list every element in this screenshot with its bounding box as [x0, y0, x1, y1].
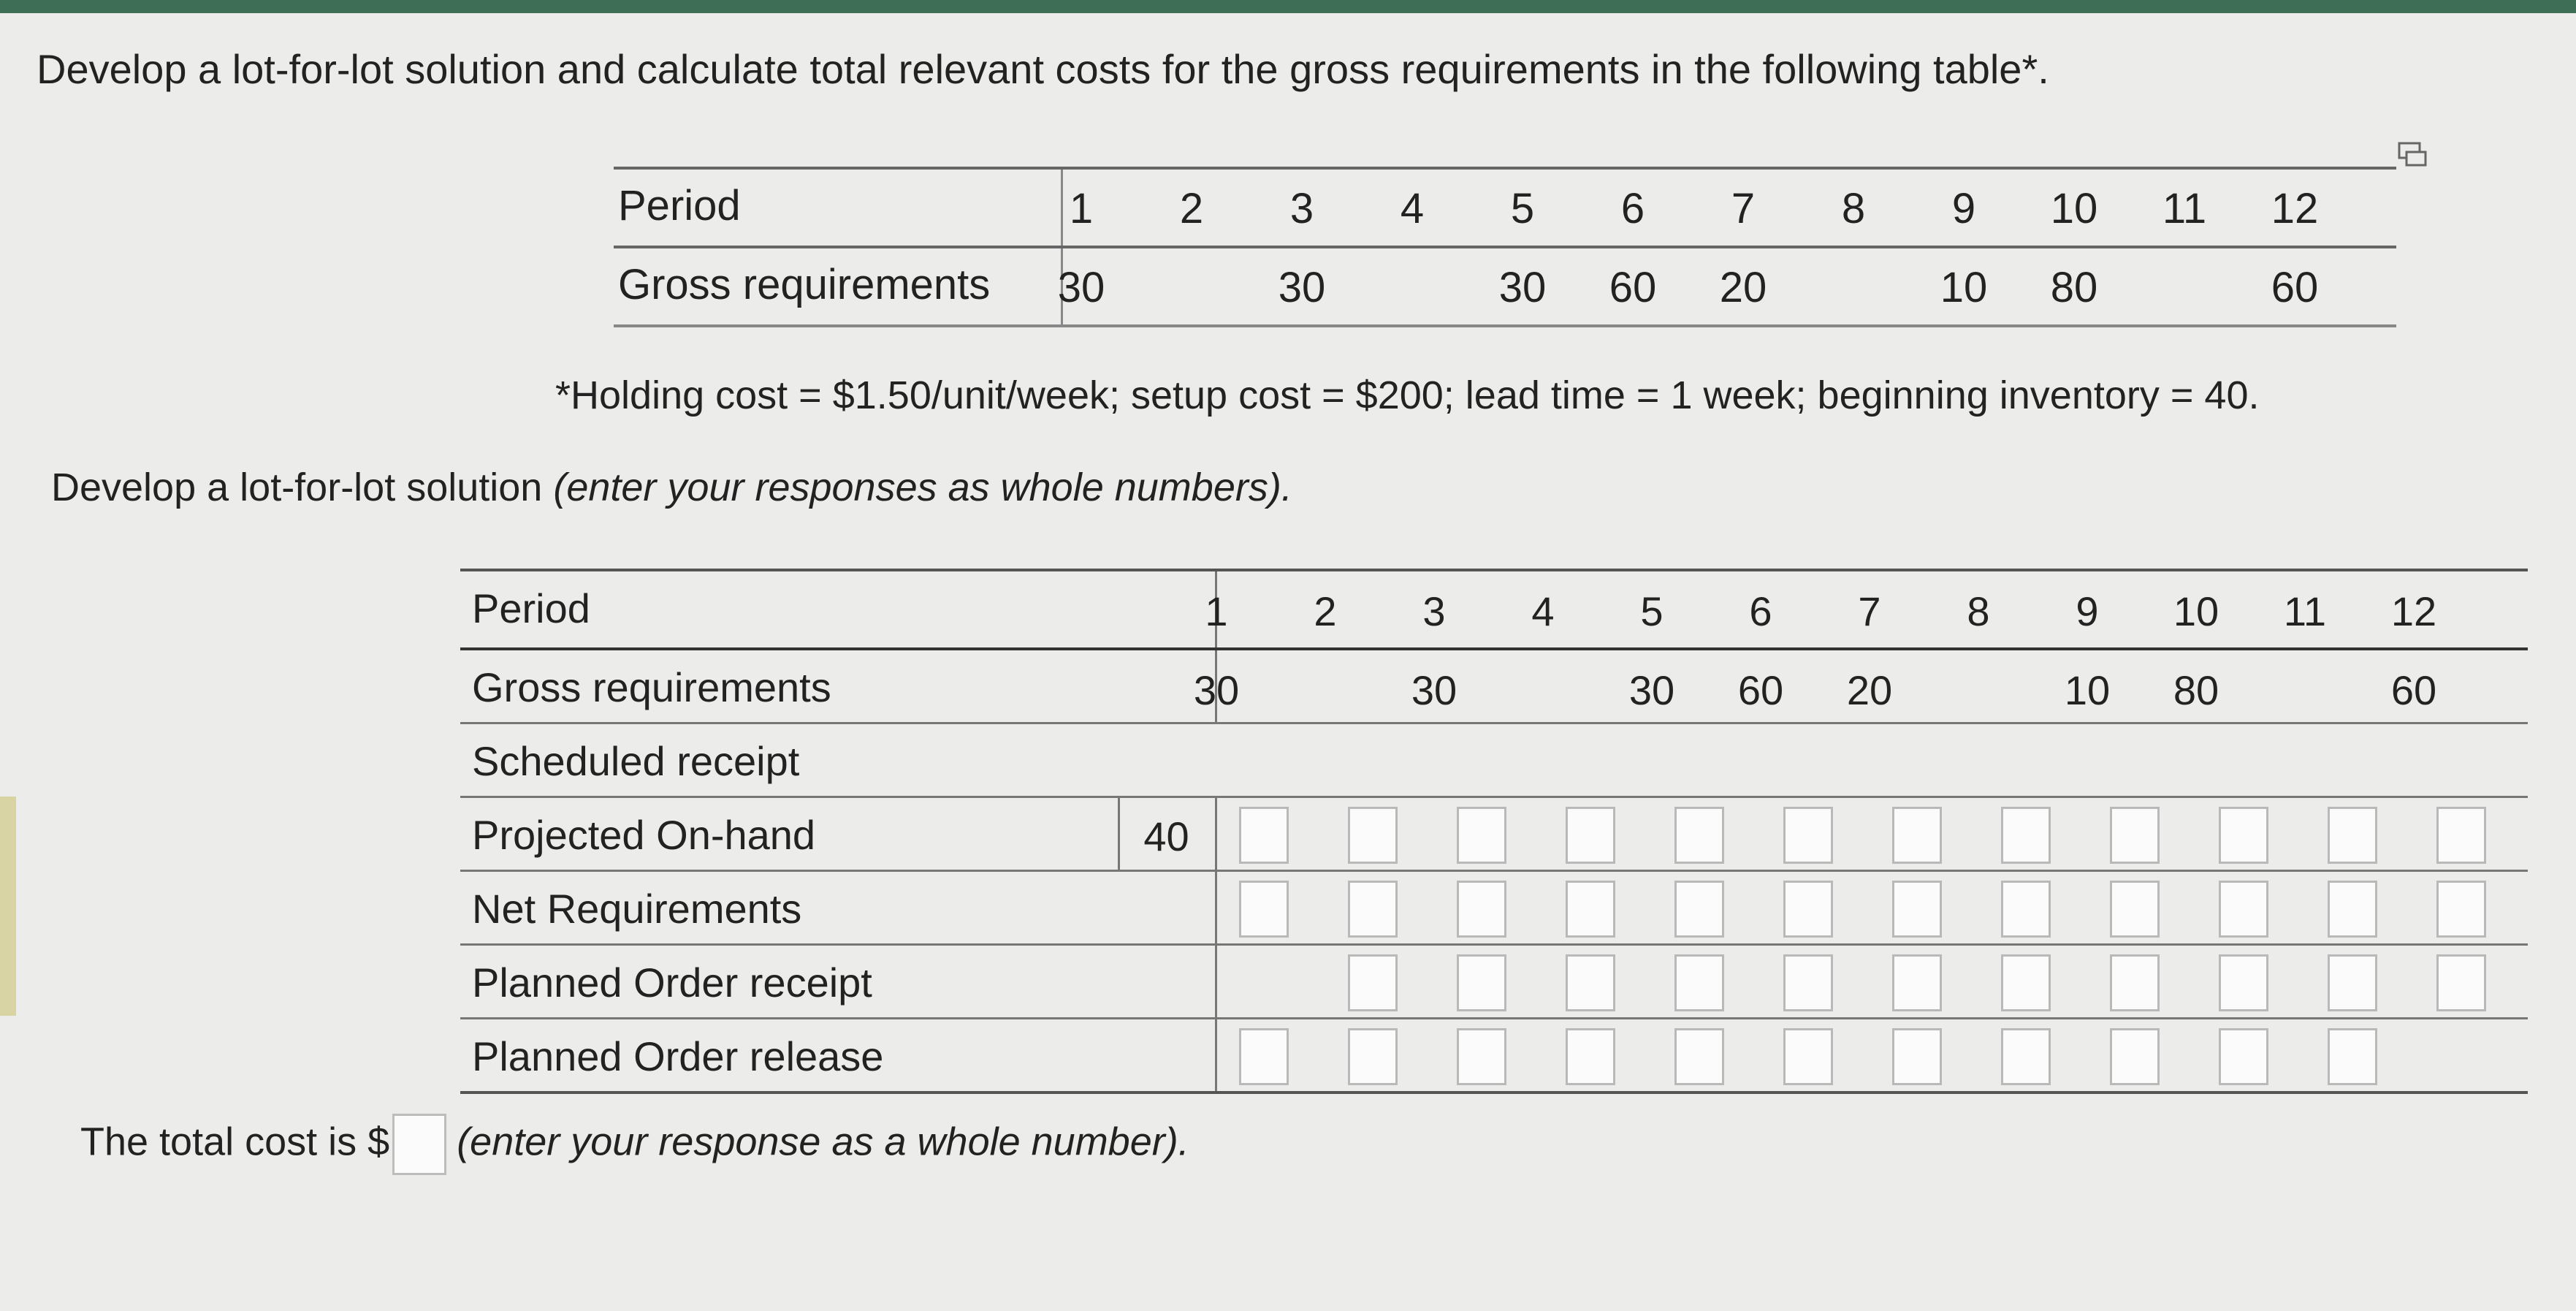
t2-net-label: Net Requirements: [472, 886, 802, 932]
planned-receipt-input-10[interactable]: [2219, 954, 2268, 1011]
period-label: Period: [618, 182, 741, 229]
t2-period-cell-6: 6: [1749, 588, 1772, 634]
t2-onhand-row: [460, 796, 2528, 870]
t2-period-cell-10: 10: [2173, 588, 2219, 634]
total-prefix: The total cost is $: [80, 1120, 390, 1164]
planned-receipt-input-11[interactable]: [2328, 954, 2377, 1011]
net-requirements-input-9[interactable]: [2110, 881, 2160, 938]
planned-receipt-input-3[interactable]: [1457, 954, 1506, 1011]
period-cell-12: 12: [2271, 185, 2319, 232]
planned-release-input-3[interactable]: [1457, 1028, 1506, 1085]
t2-receipt-row: [460, 943, 2528, 1017]
t2-period-cell-9: 9: [2076, 588, 2099, 634]
planned-receipt-input-4[interactable]: [1566, 954, 1615, 1011]
net-requirements-input-6[interactable]: [1783, 881, 1833, 938]
t2-period-cell-5: 5: [1640, 588, 1664, 634]
top-bar: [0, 0, 2576, 13]
planned-release-input-10[interactable]: [2219, 1028, 2268, 1085]
lot-for-lot-table: [460, 569, 2528, 1094]
t2-gross-cell-3: 30: [1411, 667, 1457, 713]
t2-receipt-label: Planned Order receipt: [472, 960, 872, 1006]
t2-gross-cell-1: 30: [1193, 667, 1240, 713]
period-cell-6: 6: [1620, 185, 1645, 232]
gross-cell-10: 80: [2050, 264, 2098, 311]
planned-release-input-2[interactable]: [1348, 1028, 1398, 1085]
total-cost-line: [80, 1114, 1189, 1175]
onhand-input-4[interactable]: [1566, 807, 1615, 864]
problem-intro: Develop a lot-for-lot solution and calculate total relevant costs for the gross requirements in the following table*.: [37, 46, 2049, 92]
develop-instruction: [51, 465, 1292, 510]
planned-receipt-input-8[interactable]: [2001, 954, 2051, 1011]
net-requirements-input-5[interactable]: [1674, 881, 1724, 938]
net-requirements-input-12[interactable]: [2436, 881, 2486, 938]
planned-release-input-6[interactable]: [1783, 1028, 1833, 1085]
gross-cell-12: 60: [2271, 264, 2319, 311]
planned-release-input-11[interactable]: [2328, 1028, 2377, 1085]
t2-onhand-label: Projected On-hand: [472, 812, 816, 858]
period-cell-5: 5: [1510, 185, 1535, 232]
t2-gross-row: [460, 647, 2528, 722]
t2-gross-cell-6: 60: [1737, 667, 1784, 713]
onhand-input-8[interactable]: [2001, 807, 2051, 864]
net-requirements-input-2[interactable]: [1348, 881, 1398, 938]
period-cell-7: 7: [1731, 185, 1756, 232]
planned-receipt-input-2[interactable]: [1348, 954, 1398, 1011]
t2-gross-cell-12: 60: [2390, 667, 2437, 713]
gross-cell-7: 20: [1719, 264, 1767, 311]
planned-release-input-4[interactable]: [1566, 1028, 1615, 1085]
t2-release-row: [460, 1017, 2528, 1094]
t2-period-cell-11: 11: [2283, 588, 2327, 634]
planned-receipt-input-9[interactable]: [2110, 954, 2160, 1011]
period-cell-9: 9: [1951, 185, 1976, 232]
t2-net-row: [460, 870, 2528, 943]
planned-release-input-1[interactable]: [1239, 1028, 1289, 1085]
net-requirements-input-4[interactable]: [1566, 881, 1615, 938]
net-requirements-input-11[interactable]: [2328, 881, 2377, 938]
gross-requirements-table: [614, 167, 2396, 327]
period-cell-3: 3: [1289, 185, 1314, 232]
t2-gross-cell-7: 20: [1846, 667, 1893, 713]
onhand-input-2[interactable]: [1348, 807, 1398, 864]
beginning-inventory: 40: [1143, 813, 1189, 859]
onhand-input-1[interactable]: [1239, 807, 1289, 864]
planned-receipt-input-6[interactable]: [1783, 954, 1833, 1011]
onhand-input-10[interactable]: [2219, 807, 2268, 864]
t2-period-cell-8: 8: [1967, 588, 1990, 634]
t2-period-row: [460, 569, 2528, 647]
planned-receipt-input-5[interactable]: [1674, 954, 1724, 1011]
t2-gross-label: Gross requirements: [472, 664, 831, 710]
planned-release-input-8[interactable]: [2001, 1028, 2051, 1085]
onhand-input-6[interactable]: [1783, 807, 1833, 864]
t2-period-cell-4: 4: [1531, 588, 1555, 634]
gross-row: [614, 246, 2396, 327]
gross-cell-9: 10: [1940, 264, 1988, 311]
total-cost-input[interactable]: [392, 1114, 446, 1175]
t2-period-cell-12: 12: [2390, 588, 2437, 634]
gross-label: Gross requirements: [618, 261, 991, 308]
planned-release-input-7[interactable]: [1892, 1028, 1942, 1085]
period-cell-11: 11: [2162, 185, 2207, 232]
gross-cell-6: 60: [1609, 264, 1657, 311]
net-requirements-input-3[interactable]: [1457, 881, 1506, 938]
t2-scheduled-row: [460, 722, 2528, 796]
t2-release-label: Planned Order release: [472, 1033, 884, 1079]
total-suffix: (enter your response as a whole number).: [457, 1120, 1189, 1164]
onhand-input-12[interactable]: [2436, 807, 2486, 864]
t2-gross-cell-5: 30: [1628, 667, 1675, 713]
period-row: [614, 167, 2396, 246]
onhand-input-7[interactable]: [1892, 807, 1942, 864]
period-cell-2: 2: [1179, 185, 1204, 232]
gross-cell-3: 30: [1278, 264, 1326, 311]
period-cell-1: 1: [1069, 185, 1094, 232]
net-requirements-input-7[interactable]: [1892, 881, 1942, 938]
t2-scheduled-label: Scheduled receipt: [472, 738, 800, 784]
gross-cell-5: 30: [1498, 264, 1547, 311]
net-requirements-input-1[interactable]: [1239, 881, 1289, 938]
net-requirements-input-8[interactable]: [2001, 881, 2051, 938]
period-cell-4: 4: [1400, 185, 1425, 232]
planned-release-input-5[interactable]: [1674, 1028, 1724, 1085]
t2-period-label: Period: [472, 585, 590, 631]
onhand-input-11[interactable]: [2328, 807, 2377, 864]
t2-gross-cell-10: 80: [2173, 667, 2219, 713]
planned-receipt-input-12[interactable]: [2436, 954, 2486, 1011]
develop-italic: (enter your responses as whole numbers).: [553, 466, 1292, 509]
t2-period-cell-3: 3: [1422, 588, 1446, 634]
net-requirements-input-10[interactable]: [2219, 881, 2268, 938]
t2-period-cell-2: 2: [1314, 588, 1337, 634]
period-cell-8: 8: [1841, 185, 1866, 232]
planned-receipt-input-7[interactable]: [1892, 954, 1942, 1011]
t2-period-cell-7: 7: [1858, 588, 1881, 634]
cost-note: *Holding cost = $1.50/unit/week; setup cost = $200; lead time = 1 week; beginning inventory = 40.: [555, 373, 2260, 417]
onhand-input-3[interactable]: [1457, 807, 1506, 864]
copy-table-icon[interactable]: [2396, 139, 2428, 171]
period-cell-10: 10: [2050, 185, 2098, 232]
develop-text: Develop a lot-for-lot solution: [51, 466, 554, 509]
gross-cell-1: 30: [1057, 264, 1105, 311]
t2-period-cell-1: 1: [1205, 588, 1228, 634]
onhand-input-9[interactable]: [2110, 807, 2160, 864]
t2-gross-cell-9: 10: [2064, 667, 2111, 713]
onhand-input-5[interactable]: [1674, 807, 1724, 864]
planned-release-input-9[interactable]: [2110, 1028, 2160, 1085]
left-edge-strip: [0, 797, 16, 1016]
